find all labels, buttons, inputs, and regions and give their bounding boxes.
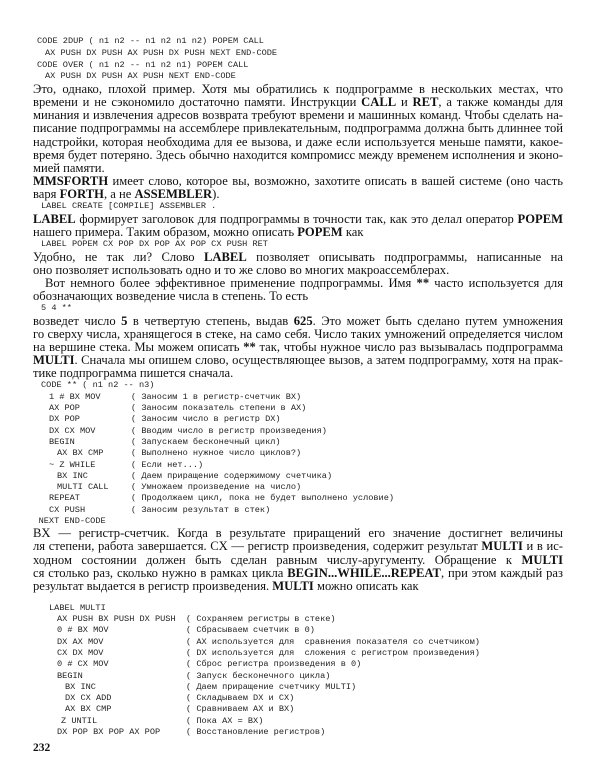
code-line bbox=[33, 625, 563, 636]
text-run: результат выдается в регистр произведения. bbox=[33, 579, 273, 593]
text-line bbox=[33, 213, 563, 226]
text-run: писание подпрограммы на ассемблере привлекательным, подпрограмма должна быть длиннее той bbox=[33, 122, 563, 136]
text-run: ). bbox=[212, 187, 220, 201]
text-line bbox=[33, 188, 563, 201]
code-text: AX BX CMP bbox=[57, 448, 104, 459]
code-listing-code-label-popem bbox=[33, 239, 563, 251]
code-line bbox=[33, 48, 563, 60]
code-comment: ( Пока AX = BX) bbox=[186, 715, 264, 726]
code-comment: ( Выполнено нужное число циклов?) bbox=[131, 448, 302, 459]
paragraph-para-registers bbox=[33, 527, 563, 592]
text-line bbox=[33, 122, 563, 135]
text-line bbox=[33, 554, 563, 567]
code-listing-code-power-word bbox=[33, 380, 563, 527]
text-run: . Это может быть сделано путем умножения bbox=[312, 314, 563, 328]
code-line bbox=[33, 516, 563, 527]
bold-term: RET bbox=[412, 96, 439, 110]
code-comment: ( Сравниваем AX и BX) bbox=[186, 704, 295, 715]
text-line bbox=[33, 354, 563, 367]
text-run: оно позволяет использовать одно и то же слово во многих макроассемблерах. bbox=[33, 263, 450, 277]
code-listing-code-label-create bbox=[33, 201, 563, 213]
code-text: Z UNTIL bbox=[61, 715, 98, 726]
code-text: DX CX ADD bbox=[65, 693, 112, 704]
text-run: позволяет описывать подпрограммы, написанные на bbox=[256, 250, 563, 264]
bold-term: LABEL bbox=[33, 212, 76, 226]
text-run: формирует заголовок для подпрограммы в точности так, как это делал оператор bbox=[75, 212, 518, 226]
bold-term: MULTI bbox=[272, 579, 314, 593]
bold-term: ASSEMBLER bbox=[134, 187, 213, 201]
code-line bbox=[33, 671, 563, 682]
text-line bbox=[33, 527, 563, 540]
text-line bbox=[33, 136, 563, 149]
code-comment: ( AX используется для сравнения показателя со счетчиком) bbox=[186, 636, 480, 647]
text-line bbox=[33, 567, 563, 580]
code-text: BEGIN bbox=[49, 436, 75, 447]
code-line bbox=[33, 727, 563, 738]
code-listing-code-example bbox=[33, 303, 563, 315]
code-line bbox=[33, 693, 563, 704]
text-line bbox=[33, 540, 563, 553]
text-line bbox=[33, 109, 563, 122]
text-line bbox=[33, 580, 563, 593]
code-text: NEXT END-CODE bbox=[38, 516, 106, 527]
code-line bbox=[33, 414, 563, 425]
text-run: , при этом каждый раз bbox=[440, 566, 563, 580]
code-text: DX POP bbox=[49, 414, 80, 425]
code-comment: ( Продолжаем цикл, пока не будет выполнено условие) bbox=[131, 493, 395, 504]
code-comment: ( Заносим показатель степени в AX) bbox=[131, 403, 307, 414]
text-run: как bbox=[342, 225, 364, 239]
text-line bbox=[33, 162, 563, 175]
text-run: в четвертую степень, выдав bbox=[127, 314, 294, 328]
code-comment: ( DX используется для сложения с регистром произведения) bbox=[186, 647, 480, 658]
spacer bbox=[33, 593, 563, 603]
code-text: REPEAT bbox=[49, 493, 80, 504]
code-comment: ( Сбрасываем счетчик в 0) bbox=[186, 625, 315, 636]
text-run: ся столько раз, сколько нужно в рамках цикла bbox=[33, 566, 288, 580]
code-text: DX AX MOV bbox=[57, 636, 104, 647]
book-page bbox=[33, 36, 563, 754]
bold-term: POPEM bbox=[517, 212, 563, 226]
text-line bbox=[33, 96, 563, 109]
text-line bbox=[33, 251, 563, 264]
code-comment: ( Восстановление регистров) bbox=[186, 727, 326, 738]
text-run: можно описать как bbox=[313, 579, 419, 593]
code-text: CODE 2DUP ( n1 n2 -- n1 n2 n1 n2) POPEM CALL bbox=[37, 36, 264, 46]
code-text: 0 # CX MOV bbox=[57, 659, 109, 670]
text-line bbox=[33, 315, 563, 328]
bold-term: 625 bbox=[293, 314, 313, 328]
code-listing-code-label-multi bbox=[33, 603, 563, 739]
code-line bbox=[33, 426, 563, 437]
text-run: мией памяти. bbox=[33, 161, 105, 175]
bold-term: CALL bbox=[361, 96, 397, 110]
code-comment: ( Даем приращение счетчику MULTI) bbox=[186, 681, 357, 692]
text-line bbox=[33, 341, 563, 354]
code-comment: ( Заносим результат в стек) bbox=[131, 504, 271, 515]
code-line bbox=[33, 493, 563, 504]
code-line bbox=[33, 482, 563, 493]
text-run: на вершине стека. Мы можем описать bbox=[33, 341, 244, 355]
code-text: CX DX MOV bbox=[57, 647, 104, 658]
text-run: . Сначала мы опишем слово, осуществляющее вызов, а затем подпрограмму, хотя на прак- bbox=[74, 354, 563, 368]
code-text: AX POP bbox=[49, 403, 80, 414]
bold-term: MULTI bbox=[521, 553, 563, 567]
code-line bbox=[33, 614, 563, 625]
text-line bbox=[33, 264, 563, 277]
code-text: 1 # BX MOV bbox=[49, 391, 101, 402]
text-run: , а не bbox=[103, 187, 135, 201]
text-line bbox=[33, 328, 563, 341]
text-line bbox=[33, 149, 563, 162]
bold-term: MMSFORTH bbox=[33, 174, 109, 188]
paragraph-para-mmsforth bbox=[33, 175, 563, 201]
code-text: CODE OVER ( n1 n2 -- n1 n2 n1) POPEM CALL bbox=[37, 59, 249, 70]
text-line bbox=[33, 367, 563, 380]
code-text: 5 4 ** bbox=[41, 303, 72, 314]
code-line bbox=[33, 603, 563, 614]
code-line bbox=[33, 682, 563, 693]
code-line bbox=[33, 648, 563, 659]
code-line bbox=[33, 392, 563, 403]
text-run: надстройки, которая необходима для ее вызова, и даже если используется меньше памяти, какое- bbox=[33, 135, 563, 149]
code-line bbox=[33, 36, 563, 48]
code-text: LABEL POPEM CX POP DX POP AX POP CX PUSH RET bbox=[41, 239, 268, 250]
code-text: BX INC bbox=[65, 681, 96, 692]
code-text: MULTI CALL bbox=[57, 482, 109, 493]
paragraph-para-label bbox=[33, 213, 563, 239]
code-text: BEGIN bbox=[57, 670, 83, 681]
text-run: тике подпрограмма пишется сначала. bbox=[33, 367, 234, 381]
text-run: ходном состоянии должен быть сделан равным числу-аругументу. Обращение к bbox=[33, 553, 522, 567]
code-line bbox=[33, 201, 563, 213]
code-comment: ( Запускаем бесконечный цикл) bbox=[131, 436, 281, 447]
text-run: часто используется для bbox=[434, 277, 563, 290]
code-line bbox=[33, 637, 563, 648]
code-comment: ( Заносим 1 в регистр-счетчик BX) bbox=[131, 391, 302, 402]
code-text: BX INC bbox=[57, 470, 88, 481]
code-line bbox=[33, 403, 563, 414]
text-run: нашего примера. Таким образом, можно описать bbox=[33, 225, 298, 239]
code-line bbox=[33, 437, 563, 448]
page-number: 232 bbox=[33, 742, 51, 755]
code-text: LABEL MULTI bbox=[49, 602, 106, 613]
text-run: Это, однако, плохой пример. Хотя мы обратились к подпрограмме в нескольких местах, что bbox=[33, 83, 563, 97]
text-run: минания и извлечения адресов возврата требуют времени и машинных команд. Чтобы сделать на- bbox=[33, 109, 563, 123]
code-comment: ( Сохраняем регистры в стеке) bbox=[186, 614, 336, 625]
text-line bbox=[33, 277, 563, 290]
paragraph-para-bad-example bbox=[33, 83, 563, 175]
code-comment: ( Даем приращение содержимому счетчика) bbox=[131, 470, 333, 481]
code-text: AX PUSH DX PUSH AX PUSH NEXT END-CODE bbox=[45, 71, 236, 82]
code-comment: ( Сброс регистра произведения в 0) bbox=[186, 659, 362, 670]
code-line bbox=[33, 716, 563, 727]
code-line bbox=[33, 71, 563, 83]
code-comment: ( Складываем DX и CX) bbox=[186, 693, 295, 704]
text-line bbox=[33, 226, 563, 239]
text-run: времени и не сэкономило достаточно памяти. Инструкции bbox=[33, 96, 362, 110]
bold-term: MULTI bbox=[481, 540, 523, 554]
bold-term: POPEM bbox=[297, 225, 343, 239]
code-text: LABEL CREATE [COMPILE] ASSEMBLER . bbox=[41, 201, 217, 212]
text-line bbox=[33, 175, 563, 188]
code-comment: ( Запуск бесконечного цикла) bbox=[186, 670, 331, 681]
code-line bbox=[33, 380, 563, 391]
bold-term: ** bbox=[243, 341, 256, 355]
code-line bbox=[33, 505, 563, 516]
text-run: варя bbox=[33, 187, 60, 201]
code-line bbox=[33, 303, 563, 315]
bold-term: 5 bbox=[121, 314, 128, 328]
code-text: ~ Z WHILE bbox=[49, 459, 96, 470]
text-run: BX — регистр-счетчик. Когда в результате приращений его значение достигнет величины bbox=[33, 527, 563, 541]
code-comment: ( Умножаем произведение на число) bbox=[131, 482, 302, 493]
bold-term: BEGIN...WHILE...REPEAT bbox=[287, 566, 441, 580]
code-comment: ( Вводим число в регистр произведения) bbox=[131, 425, 327, 436]
text-line bbox=[33, 290, 563, 303]
paragraph-para-raises bbox=[33, 315, 563, 380]
bold-term: FORTH bbox=[59, 187, 104, 201]
text-run: время будет потеряно. Здесь обычно находится компромисс между временем исполнения и эконо- bbox=[33, 148, 563, 162]
code-text: CODE ** ( n1 n2 -- n3) bbox=[41, 380, 155, 391]
code-comment: ( Если нет...) bbox=[131, 459, 204, 470]
text-run: и в ис- bbox=[522, 540, 563, 554]
code-comment: ( Заносим число в регистр DX) bbox=[131, 414, 281, 425]
text-line bbox=[33, 83, 563, 96]
code-line bbox=[33, 659, 563, 670]
code-line bbox=[33, 471, 563, 482]
text-run: и bbox=[396, 96, 413, 110]
bold-term: MULTI bbox=[33, 354, 75, 368]
paragraph-para-power bbox=[33, 277, 563, 303]
text-run: го сверху числа, хранящегося в стеке, на само себя. Число таких умножений определяется числом bbox=[33, 328, 563, 342]
bold-term: LABEL bbox=[204, 250, 247, 264]
text-run: ля степени, работа завершается. CX — регистр произведения, содержит результат bbox=[33, 540, 482, 554]
code-listing-code-2dup-over bbox=[33, 36, 563, 83]
code-text: AX BX CMP bbox=[65, 704, 112, 715]
code-line bbox=[33, 704, 563, 715]
code-line bbox=[33, 239, 563, 251]
text-run: обозначающих возведение числа в степень. То есть bbox=[33, 290, 309, 304]
code-line bbox=[33, 448, 563, 459]
text-run: возведет число bbox=[33, 314, 122, 328]
code-text: DX CX MOV bbox=[49, 425, 96, 436]
text-run: так, чтобы нужное число раз вызывалась подпрограмма bbox=[255, 341, 563, 355]
code-line bbox=[33, 460, 563, 471]
text-run: , а также команды для bbox=[438, 96, 563, 110]
code-line bbox=[33, 60, 563, 72]
code-text: 0 # BX MOV bbox=[57, 625, 109, 636]
text-run: имеет слово, которое вы, возможно, захотите описать в вашей системе (оно часть bbox=[112, 174, 563, 188]
text-run: Удобно, не так ли? Слово bbox=[33, 250, 205, 264]
code-text: AX PUSH DX PUSH AX PUSH DX PUSH NEXT END-CODE bbox=[45, 47, 278, 58]
code-text: AX PUSH BX PUSH DX PUSH bbox=[57, 614, 176, 625]
code-text: CX PUSH bbox=[49, 504, 86, 515]
paragraph-para-convenient bbox=[33, 251, 563, 277]
bold-term: ** bbox=[416, 277, 430, 290]
text-run: Вот немного более эффективное применение подпрограммы. Имя bbox=[45, 277, 417, 290]
code-text: DX POP BX POP AX POP bbox=[57, 727, 161, 738]
